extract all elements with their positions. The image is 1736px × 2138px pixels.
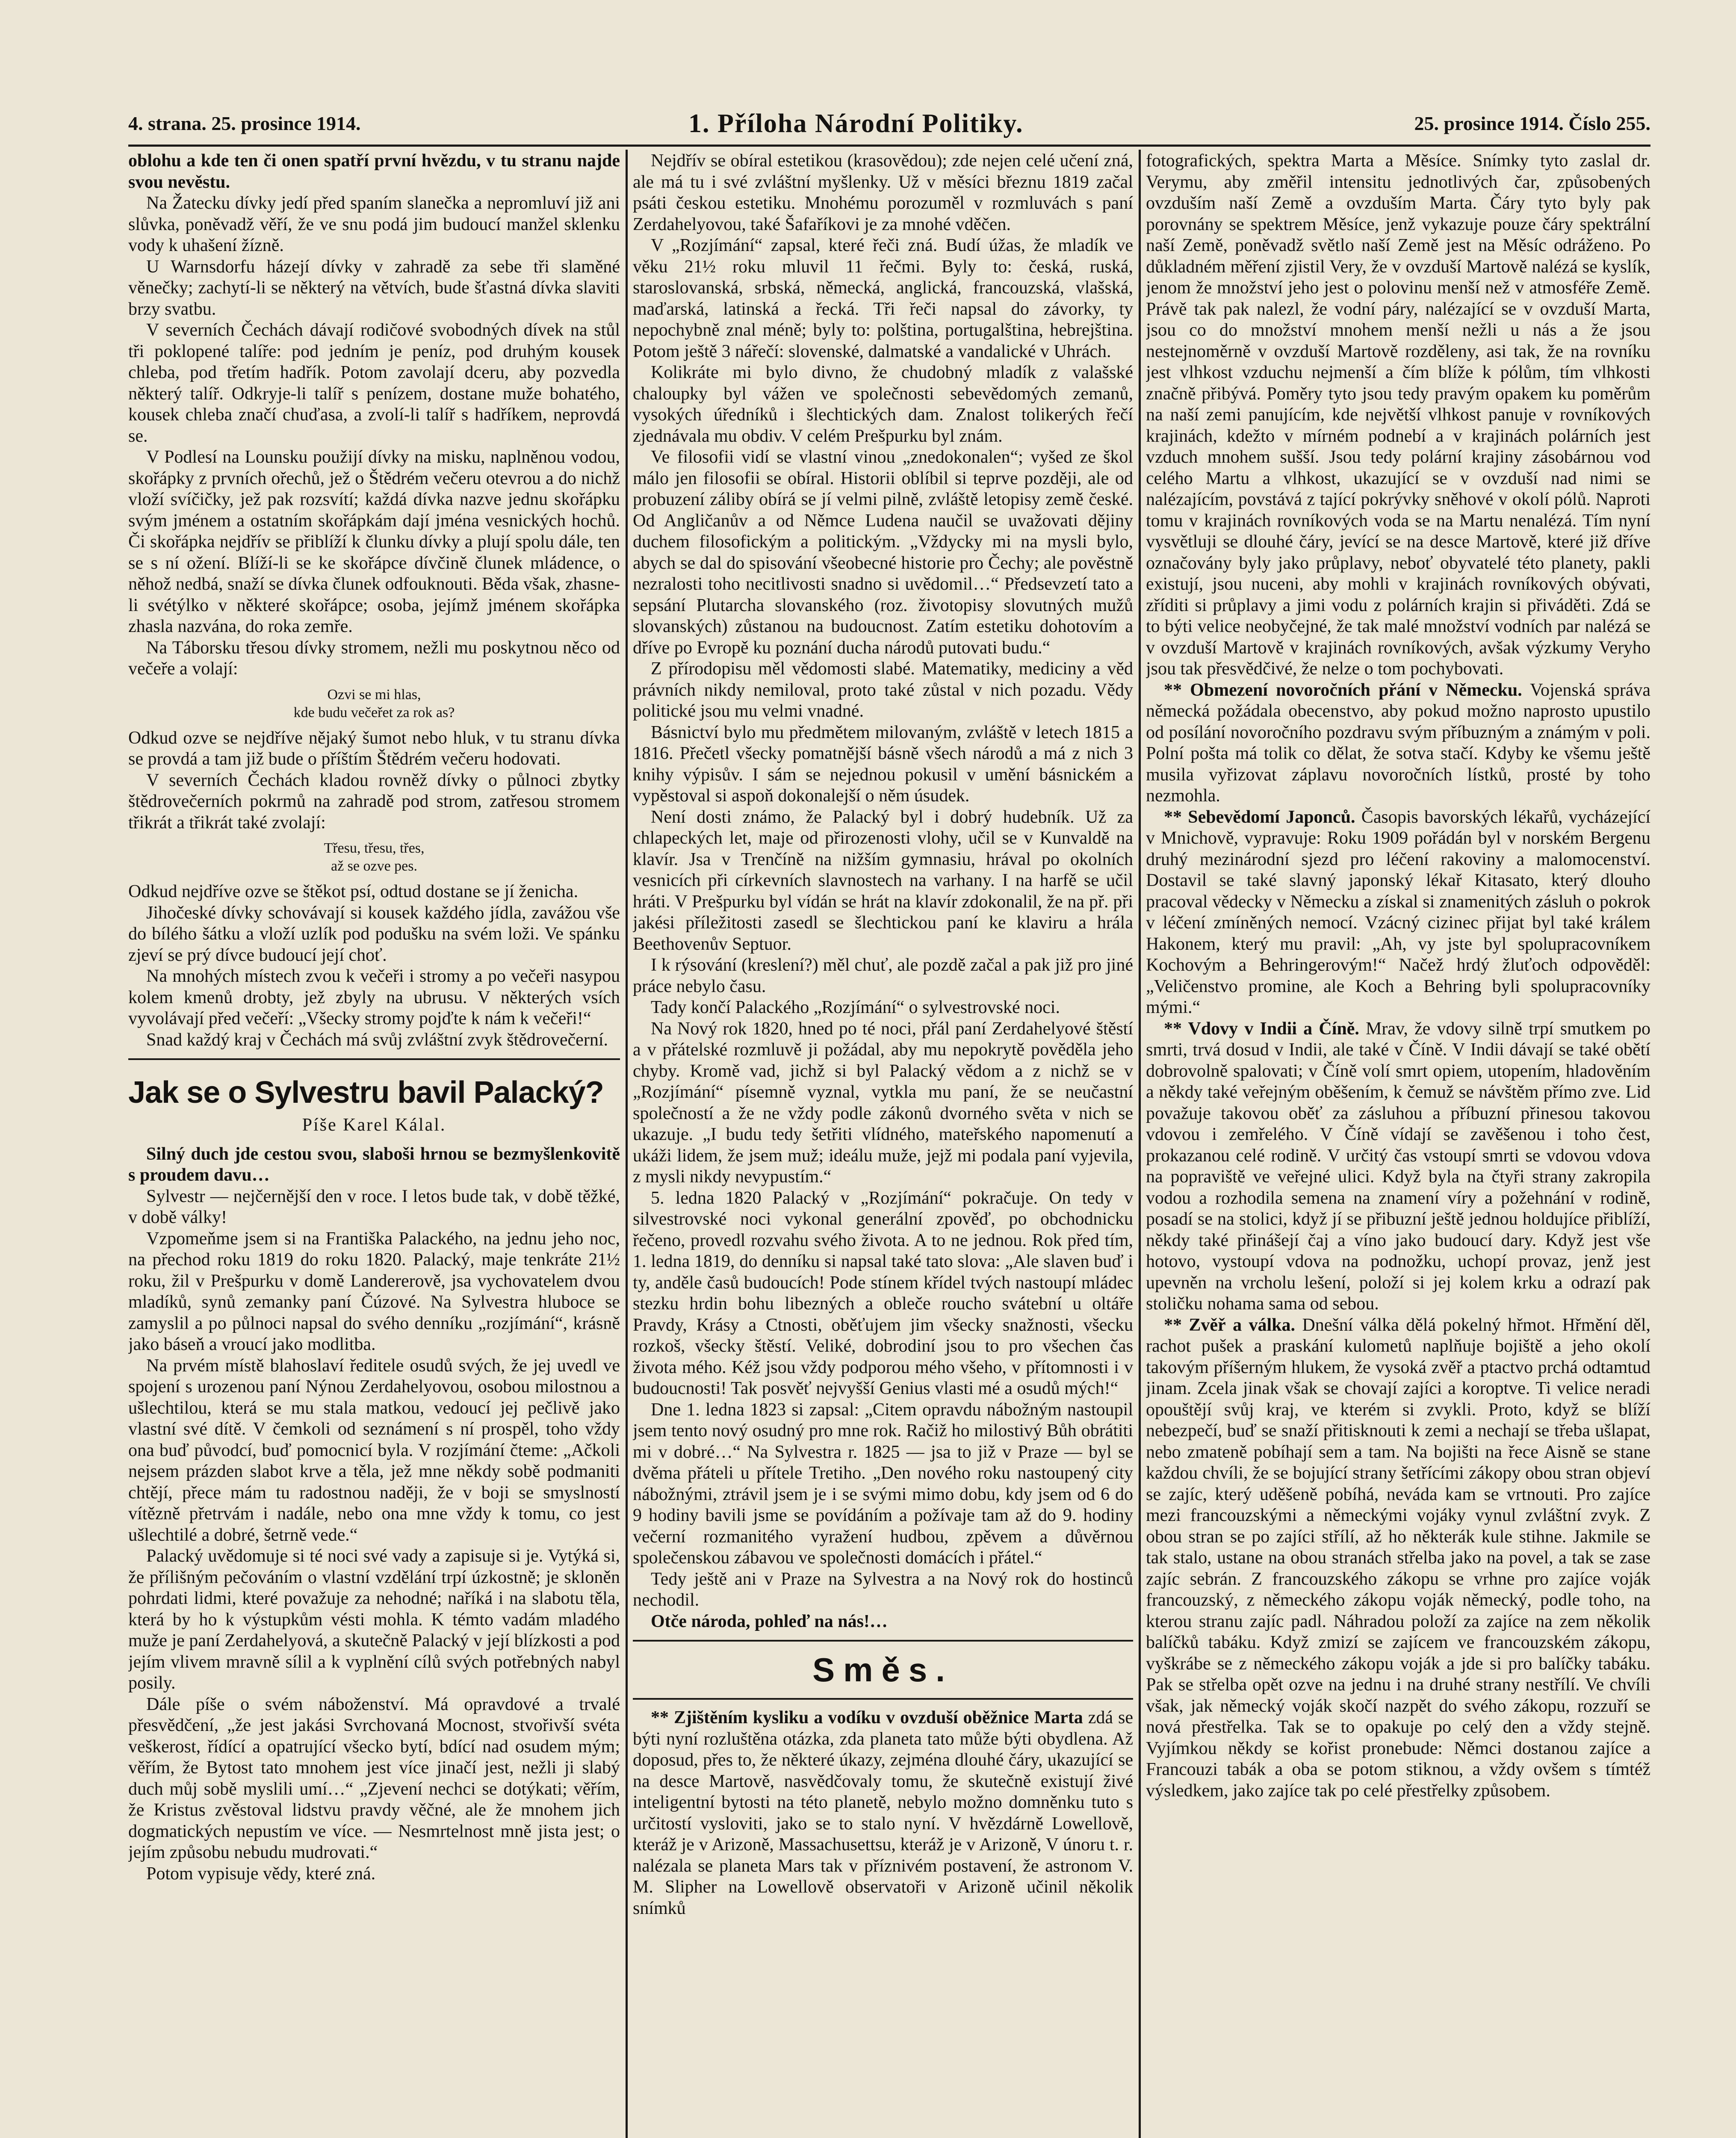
article-title: Jak se o Sylvestru bavil Palacký? (128, 1075, 604, 1110)
paragraph: V severních Čechách kladou rovněž dívky o půlnoci zbytky štědrovečerních pokrmů na zahradě pod strom, zatřesou stromem třikrát a třikrát také zvolají: (128, 770, 620, 833)
paragraph: Odkud nejdříve ozve se štěkot psí, odtud dostane se jí ženicha. (128, 882, 579, 901)
verse-line: Třesu, třesu, třes, (324, 840, 425, 856)
paragraph: Na prvém místě blahoslaví ředitele osudů svých, že jej uvedl ve spojení s urozenou paní Nýnou Zerdahelyovou, osobou milostnou a ušlechtilou, která se mu stala matkou, vedoucí jej pečlivě jako vlastní své dítě. V čemkoli od seznámení s ní prospěl, toho vždy ona buď původcí, buď pomocnicí byla. V rozjímání čteme: „Ačkoli nejsem prázden slabot krve a těla, jež mne někdy sobě podmaniti chtějí, přece mám tu radostnou naději, že v boji se smyslností vítězně přetrvám i nadále, nebo ona mne vždy k tomu, co jest ušlechtilé a dobré, šetrně vede.“ (128, 1355, 620, 1545)
paragraph: Na Táborsku třesou dívky stromem, nežli mu poskytnou něco od večeře a volají: (128, 638, 620, 679)
paragraph (1146, 1315, 1650, 1802)
paragraph: Palacký uvědomuje si té noci své vady a zapisuje si je. Vytýká si, že přílišným pečováním o vlastní vzdělání trpí úzkostně; je skloněn pohrdati lidmi, které považuje za nehodné; naříká i na slabotu těla, která by ho k výstupkům vésti mohla. K témto vadám mladého muže je paní Zerdahelyová, a skutečně Palacký v její blízkosti a pod jejím vlivem mravně sílil a k vyplnění cílů svých potřebných nabyl posily. (128, 1546, 620, 1693)
paragraph: Odkud ozve se nejdříve nějaký šumot nebo hluk, v tu stranu dívka se provdá a tam již bude o příštím Štědrém večeru hodovati. (128, 728, 620, 769)
section-rule (128, 1058, 620, 1060)
item-lead: ** Obmezení novoročních přání v Německu. (1164, 680, 1522, 700)
paragraph: Dne 1. ledna 1823 si zapsal: „Citem opravdu nábožným nastoupil jsem tento nový osudný pro mne rok. Račiž ho milostivý Bůh obrátiti mi v dobré…“ Na Sylvestra r. 1825 — jsa to již v Praze — byl se dvěma přáteli u přítele Tretiho. „Den nového roku nastoupený city nábožnými, ztrávil jsem je i se svými mimo dobu, kdy jsem od 6 do 9 hodiny bavili jsme se povídáním a požívaje tam až do 9. hodiny večerní rozmanitého vyražení hudbou, zpěvem a důvěrnou společenskou zábavou ve společnosti domácích i přátel.“ (633, 1400, 1133, 1568)
paragraph: V „Rozjímání“ zapsal, které řeči zná. Budí úžas, že mladík ve věku 21½ roku mluvil 11 řečmi. Byly to: česká, ruská, staroslovanská, srbská, německá, anglická, francouzská, vlašská, maďarská, latinská a řecká. Tři řeči napsal do závorky, ty nepochybně znal méně; byly to: polština, portugalština, hebrejština. Potom ještě 3 nářečí: slovenské, dalmatské a vandalické v Uhrách. (633, 236, 1133, 361)
paragraph: Ve filosofii vidí se vlastní vinou „znedokonalen“; vyšed ze škol málo jen filosofii se obíral. Historii oblíbil si teprve později, ale od probuzení záliby obírá se jí velmi pilně, zvláště letopisy země české. Od Angličanův a od Němce Ludena naučil se uvažovati dějiny duchem filosofickým a politickým. „Vždycky mi na mysli bylo, abych se dal do spisování všeobecné historie pro Čechy; ale pověstně nezralosti toho necitlivosti snadno si uvědomil…“ Předsevzetí tato a sepsání Plutarcha slovanského (roz. životopisy slovutných mužů slovanských) zůstanou na budoucnost. Zatím estetiku dohotovím a dříve po Evropě ku poznání ducha národů putovati budu.“ (633, 447, 1133, 658)
paragraph: Na Žatecku dívky jedí před spaním slanečka a nepromluví již ani slůvka, poněvadž věří, že ve snu podá jim budoucí manžel sklenku vody k uhašení žízně. (128, 193, 620, 255)
item-lead: ** Sebevědomí Japonců. (1164, 807, 1355, 827)
verse-block (128, 839, 620, 875)
item-body: Mrav, že vdovy silně trpí smutkem po smrti, trvá dosud v Indii, ale také v Číně. V Indii dávají se také obětí dobrovolně spalovati; v Číně volí smrt opiem, utopením, hladověním a někdy také veřejným oběšením, k čemuž se návštěm přímo zve. Lid považuje takovou oběť za zásluhou a příbuzní přinesou takovou vdovou i zemřelého. V Číně vídají se zavěšenou i toho čest, prokazanou celé rodině. V určitý čas vstoupí smrti se vdovou vdova na popraviště ve veřejné ulici. Když byla na čtyři strany zakropila vodou a rozhodila semena na znamení víry a požehnání v rodině, posadí se na stolici, když jí se přibuzní ještě jednou holdujíce přiblíží, někdy také přinášejí čaj a víno jako budoucí dary. Když jest vše hotovo, vystoupí vdova na podnožku, uchopí provaz, jenž jest upevněn na vrcholu lešení, položí si jej kolem krku a odrazí pak stoličku nohama sama od sebou. (1146, 1019, 1650, 1314)
paragraph: Tedy ještě ani v Praze na Sylvestra a na Nový rok do hostinců nechodil. (633, 1569, 1133, 1610)
item-lead: ** Zjištěním kysliku a vodíku v ovzduší oběžnice Marta (651, 1708, 1083, 1728)
paragraph (1146, 680, 1650, 807)
paragraph (1146, 807, 1650, 1019)
paragraph: Na mnohých místech zvou k večeři i stromy a po večeři nasypou kolem kmenů drobty, jež zbyly na ubrusu. V některých vsích vyvolávají před večeří: „Všecky stromy pojďte k nám k večeři!“ (128, 966, 620, 1028)
paragraph: Otče národa, pohleď na nás!… (651, 1611, 888, 1631)
verse-line: Ozvi se mi hlas, (327, 686, 421, 703)
section-heading-smes: Směs. (812, 1651, 954, 1689)
paragraph (633, 1707, 1133, 1919)
paragraph: I k rýsování (kreslení?) měl chuť, ale pozdě začal a pak již pro jiné práce nebylo času. (633, 955, 1133, 996)
verse-block (128, 686, 620, 722)
item-lead: ** Zvěř a válka. (1164, 1315, 1296, 1335)
column-divider-1 (626, 150, 628, 2138)
article-byline: Píše Karel Kálal. (302, 1115, 446, 1135)
paragraph: 5. ledna 1820 Palacký v „Rozjímání“ pokračuje. On tedy v silvestrovské noci vykonal generální zpověď, po obchodnicku řečeno, provedl rozvahu svého života. A to ne jednou. Rok před tím, 1. ledna 1819, do denníku si napsal také tato slova: „Ale slaven buď i ty, anděle časů budoucích! Pode stínem křídel tvých nastoupí mládec stezku hrdin bohu libezných a obleče roucho svátební u oltáře Pravdy, Krásy a Ctnosti, oběťujem jim všecky snažnosti, všecku rozkoš, všecky štěstí. Veliké, dobrodiní jsou to pro všechen čas života mého. Kéž jsou vždy podporou mého všeho, v přítomnosti i v budoucnosti! Tak posvěť nejvyšší Genius vlasti mé a osudů mých!“ (633, 1188, 1133, 1398)
paragraph: Dále píše o svém náboženství. Má opravdové a trvalé přesvědčení, „že jest jakási Svrchovaná Mocnost, stvořivší svéta veškerost, řídící a opatrující všecko bytí, bdící nad osudem mým; věřím, že Bytost tato mnohem jest více jinačí jest, nežli ji slabý duch můj sobě myslili umí…“ „Zjevení nechci se dotýkati; věřím, že Kristus zvěstoval lidstvu pravdy věčné, ale že mnohem jich dogmatických nepustím ve více. — Nesmrtelnost mně jista jest; o jejím způsobu nebudu mudrovati.“ (128, 1694, 620, 1862)
paragraph: Kolikráte mi bylo divno, že chudobný mladík z valašské chaloupky byl vážen ve společnosti sebevědomých zemanů, vysokých úředníků i šlechtických dam. Znalost tolikerých řečí zjednávala mu obdiv. V celém Prešpurku byl znám. (633, 363, 1133, 446)
paragraph: Z přírodopisu měl vědomosti slabé. Matematiky, mediciny a věd právních nikdy nemiloval, proto také zůstal v nich pozadu. Vědy politické jsou mu velmi vnadné. (633, 659, 1133, 721)
header-publication-title: 1. Příloha Národní Politiky. (688, 109, 1024, 138)
paragraph: Vzpomeňme jsem si na Františka Palackého, na jednu jeho noc, na přechod roku 1819 do roku 1820. Palacký, maje tenkráte 21½ roku, žil v Prešpurku v domě Landererově, jsa vychovatelem dvou mladíků, synů zemanky paní Čúzové. Na Sylvestra hluboce se zamyslil a po půlnoci napsal do svého denníku „rozjímání“, krásně jako báseň a vroucí jako modlitba. (128, 1228, 620, 1354)
verse-line: až se ozve pes. (331, 858, 417, 874)
item-body: Vojenská správa německá požádala obecenstvo, aby pokud možno naprosto upustilo od posílání novoročního pozdravu svým příbuzným a známým v poli. Polní pošta má tolik co dělat, že sotva stačí. Kdyby ke všemu ještě musila vyřizovat záplavu novoročních lístků, prosté by toho nezmohla. (1146, 680, 1650, 806)
item-body: Dnešní válka dělá pokelný hřmot. Hřmění děl, rachot pušek a praskání kulometů naplňuje bojiště a jeho okolí takovým příšerným hlukem, že vysoká zvěř a ptactvo prchá odtamtud jinam. Zcela jinak však se chovají zajíci a koroptve. Ti velice neradi opouštějí svůj kraj, ve kterém si zvykli. Proto, když se blíží nebezpečí, buď se snaží přitisknouti k zemi a nechají se třeba ušlapat, nebo zmateně pobíhají sem a tam. Na bojišti na řece Aisně se stane každou chvíli, že se bojující strany šetřícími zákopy obou stran objeví se zajíc, který uděšeně pobíhá, neváda kam se vrtnouti. Pro zajíce mezi francouzskými a německými vojáky vynul zvláštní zvyk. Z obou stran se po zajíci střílí, až ho některák kule stihne. Jakmile se tak stalo, ustane na obou stranách střelba jako na povel, a tak se zase zajíc sebrán. Z francouzského zákopu se vrhne pro zajíce voják francouzský, z německého zákopu voják německý, podle toho, na kterou stranu zajíc padl. Náhradou položí za zajíce na zem několik balíčků tabáku. Když zmizí se zajícem ve francouzském zákopu, vyškrábe se z německého zákopu voják a jde si pro balíčky tabáku. Pak se střelba opět ozve na jednu i na druhé strany nestřílí. Ve chvíli však, jak německý voják skočí nazpět do svého zákopu, rozzuří se nová přestřelka. Tak se to opakuje po celý den a vždy stejně. Vyjímkou někdy se kořist pronebude: Němci dostanou zajíce a Francouzi tabák a oba se potom stiknou, a vždy ovšem s tímtéž výsledkem, jako zajíce tak po celé přestřelky způsobem. (1146, 1315, 1650, 1801)
paragraph: Potom vypisuje vědy, které zná. (146, 1863, 376, 1884)
item-body: zdá se býti nyní rozluštěna otázka, zda planeta tato může býti obydlena. Až doposud, přes to, že některé úkazy, zejména dlouhé čáry, ukazující se na desce Martově, nasvědčovaly tomu, že skutečně existují živé inteligentní bytosti na této planetě, nebylo možno domněnku tuto s určitostí vysloviti, jako se to stalo nyní. V hvězdárně Lowellově, kteráž je v Arizoně, Massachusettsu, kteráž je v Arizoně, V únoru t. r. nalézala se planeta Mars tak v příznivém postavení, že astronom V. M. Slipher na Lowellově observatoři v Arizoně učinil několik snímků (633, 1708, 1133, 1918)
column-1 (128, 151, 620, 2138)
paragraph: Nejdřív se obíral estetikou (krasovědou); zde nejen celé učení zná, ale má tu i své zvláštní myšlenky. Už v měsíci březnu 1819 začal psáti českou estetiku. Mnohému porozuměl v rozmluvách s paní Zerdahelyovou, také Šafaříkovi je za mnohé vděčen. (633, 151, 1133, 234)
paragraph: Sylvestr — nejčernější den v roce. I letos bude tak, v době těžké, v době války! (128, 1186, 620, 1227)
verse-line: kde budu večeřet za rok as? (293, 704, 455, 721)
section-rule (633, 1640, 1133, 1642)
paragraph: Jihočeské dívky schovávají si kousek každého jídla, zavážou vše do bílého šátku a vloží uzlík pod podušku na svém loži. Ve spánku zjeví se prý dívce budoucí její choť. (128, 903, 620, 965)
paragraph: Tady končí Palackého „Rozjímání“ o sylvestrovské noci. (651, 998, 1060, 1017)
column-divider-2 (1139, 150, 1141, 2138)
item-body: Časopis bavorských lékařů, vycházející v Mnichově, vypravuje: Roku 1909 pořádán byl v norském Bergenu druhý mezinárodní sjezd pro léčení rakoviny a malomocenství. Dostavil se také slavný japonský lékař Kitasato, který dlouho pracoval vědecky v Německu a získal si znamenitých zásluh o pokrok v léčení zmíněných nemocí. Vzácný cizinec přijat byl také králem Hakonem, který mu pravil: „Ah, vy jste byl spolupracovníkem Kochovým a Behringerovým!“ Načež hrdý žluťoch odpověděl: „Veličenstvo promine, ale Koch a Behring byli spolupracovníky mými.“ (1146, 807, 1650, 1017)
paragraph: fotografických, spektra Marta a Měsíce. Snímky tyto zaslal dr. Verymu, aby změřil intensitu jednotlivých čar, způsobených ovzduším naší Země a ovzduším Marta. Čáry tyto byly pak porovnány se spektrem Měsíce, jenž vykazuje pouze čáry spektrální naší Země, poněvadž světlo naší Země jest na Měsíc odráženo. Po důkladném měření zjistil Very, že v ovzduší Martově nalézá se kyslík, jenom že množství jeho jest o polovinu menší než v atmosféře Země. Právě tak pak nalezl, že vodní páry, nalézající se v ovzduší Marta, jsou co do množství mnohem menší nežli u nás a že jsou nestejnoměrně v ovzduší Martově rozděleny, asi tak, že na rovníku jest vlhkost vzduchu nejmenší a čím blíže k pólům, tím vlhkosti značně přibývá. Poměry tyto jsou tedy pravým opakem ku poměrům na naší zemi panujícím, kde největší vlhkost panuje v rovníkových krajinách, kdežto v mírném podnebí a v krajinách polárních jest vzduch mnohem sušší. Jsou tedy polární krajiny zásobárnou vod celého Martu a vlhkost, ukazující se v ovzduší nad nimi se nalézajícím, povstává z tající pokrývky sněhové v okolí pólů. Naproti tomu v krajinách rovníkových voda se na Martu nenalézá. Tím nyní vysvětluji se dlouhé čáry, jevící se na desce Martově, které již dříve označovány byly jako průplavy, neboť obyvatelé této planety, pakli existují, jsou nuceni, aby mohli v krajinách rovníkových obývati, zříditi si průplavy a jimi vodu z polárních krajin si přiváděti. Zdá se to býti velice neobyčejné, že tak malé množství vodních par nalézá se v ovzduší Martově v krajinách rovníkových, avšak výzkumy Veryho jsou tak přesvědčivé, že nelze o tom pochybovati. (1146, 151, 1650, 679)
paragraph: Básnictví bylo mu předmětem milovaným, zvláště v letech 1815 a 1816. Přečetl všecky pomatnější básně všech národů a má z nich 3 knihy výpisův. I sám se nejednou pokusil v umění básnickém a vypěstoval si aspoň dokonalejší o něm úsudek. (633, 722, 1133, 806)
paragraph: U Warnsdorfu házejí dívky v zahradě za sebe tři slaměné věnečky; zachytí-li se některý na větvích, bude šťastná dívka slaviti brzy svatbu. (128, 257, 620, 319)
paragraph: Silný duch jde cestou svou, slaboši hrnou se bezmyšlenkovitě s proudem davu… (128, 1144, 620, 1185)
header-rule (128, 145, 1650, 147)
paragraph: oblohu a kde ten či onen spatří první hvězdu, v tu stranu najde svou nevěstu. (128, 151, 620, 192)
item-lead: ** Vdovy v Indii a Číně. (1164, 1019, 1359, 1039)
paragraph: Na Nový rok 1820, hned po té noci, přál paní Zerdahelyové štěstí a v přátelské rozmluvě ji požádal, aby mu nepokrytě pověděla jeho chyby. Kromě vad, jichž si byl Palacký vědom a z nichž se v „Rozjímání“ písemně vyznal, vytkla mu paní, že se neučastní společností a že ne vždy podle zákonů dvorného světa v nich se ukazuje. „I budu tedy šetřiti vlídného, mateřského napomenutí a ukáži lidem, že jsem muž; ideálu muže, jejž mi podala paní vyjevila, z mysli nikdy nevypustím.“ (633, 1019, 1133, 1187)
paragraph: Snad každý kraj v Čechách má svůj zvláštní zvyk štědrovečerní. (146, 1030, 608, 1050)
section-rule (633, 1698, 1133, 1700)
paragraph: V severních Čechách dávají rodičové svobodných dívek na stůl tři poklopené talíře: pod jedním je peníz, pod druhým kousek chleba, pod třetím hadřík. Potom zavolají dceru, aby pozvedla některý talíř. Odkryje-li talíř s penízem, dostane muže bohatého, kousek chleba značí chuďasa, a zvolí-li talíř s hadříkem, neprovdá se. (128, 320, 620, 446)
paragraph (1146, 1019, 1650, 1315)
column-2 (633, 151, 1133, 2138)
paragraph: Není dosti známo, že Palacký byl i dobrý hudebník. Už za chlapeckých let, maje od přirozenosti vlohy, učil se v Kunvaldě na klavír. Jsa v Trenčíně na nižším gymnasiu, hrával po okolních vesnicích při církevních slavnostech na varhany. I na harfě se učil hráti. V Prešpurku byl vídán se hrát na klavír zdokonalil, že na př. při jakési příležitosti zasedl se šlechtickou paní ke klaviru a hrála Beethovenův Septuor. (633, 807, 1133, 954)
header-issue-number: 25. prosince 1914. Číslo 255. (1414, 112, 1650, 134)
header-page-date: 4. strana. 25. prosince 1914. (128, 112, 361, 134)
paragraph: V Podlesí na Lounsku použijí dívky na misku, naplněnou vodou, skořápky z prvních ořechů, jež o Štědrém večeru otevrou a do nichž vloží svíčičky, jež pak rozsvítí; každá dívka nazve jednu skořápku svým jménem a ostatním skořápkám dají jména vesnických hochů. Či skořápka nejdřív se přiblíží k člunku dívky a plují spolu dále, ten se s ní ožení. Blíží-li se ke skořápce dívčině člunek mládence, o něhož nedbá, snaží se dívka člunek odfouknouti. Běda však, zhasne-li svétýlko v některé skořápce; osoba, jejímž jménem skořápka zhasla nazvána, do roka zemře. (128, 447, 620, 636)
column-3 (1146, 151, 1650, 2138)
